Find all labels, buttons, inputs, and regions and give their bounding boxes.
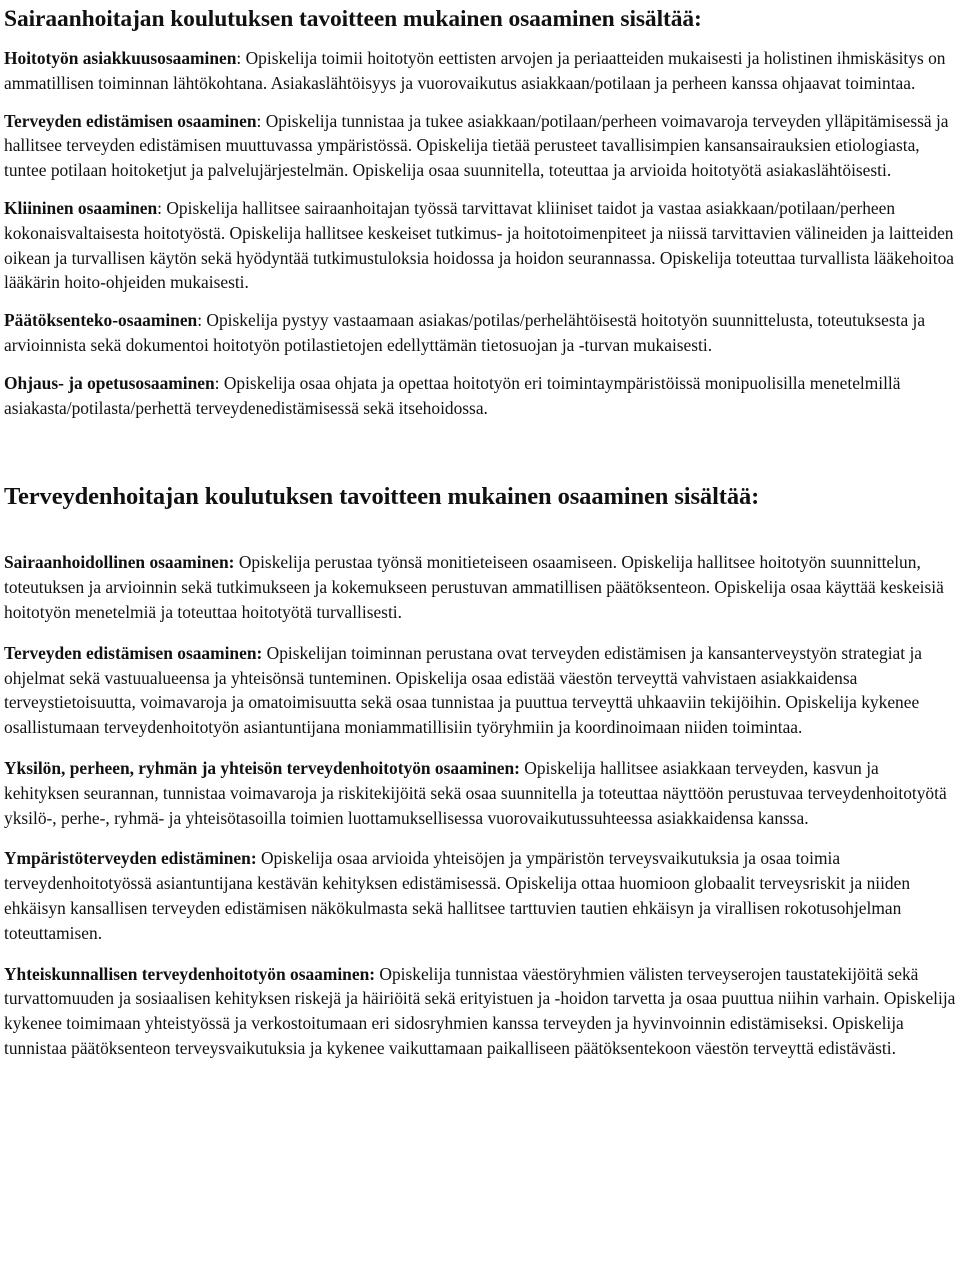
paragraph-label: Ohjaus- ja opetusosaaminen [4,372,215,393]
paragraph-terveyden-edistaminen [4,641,956,740]
section-sairaanhoitaja [4,4,956,420]
paragraph-label: Sairaanhoidollinen osaaminen: [4,552,235,573]
paragraph-ymparistoterveyden-edistaminen [4,846,956,945]
paragraph-text: Opiskelija hallitsee asiakkaan terveyden, kasvun ja kehityksen seurannan, tunnistaa voimavaroja ja riskitekijöitä sekä osaa suunnitella ja toteuttaa näyttöön perustuvaa terveydenhoitotyötä yksilö-, perhe-, ryhmä- ja yhteisötasoilla toimien luottamuksellisessa vuorovaikutussuhteessa asiakkaidensa kanssa. [4,757,947,828]
paragraph-text: Opiskelija tunnistaa ja tukee asiakkaan/potilaan/perheen voimavaroja terveyden ylläpitämisessä ja hallitsee terveyden edistämisen muuttuvassa ympäristössä. Opiskelija tietää perusteet tavallisimpien kansansairauksien etiologiasta, tuntee potilaan hoitoketjut ja palvelujärjestelmän. Opiskelija osaa suunnitella, toteuttaa ja arvioida hoitotyötä asiakaslähtöisesti. [4,110,949,181]
label-separator: : [157,197,167,218]
paragraph-label: Ympäristöterveyden edistäminen: [4,848,257,869]
paragraph-text: Opiskelija toimii hoitotyön eettisten arvojen ja periaatteiden mukaisesti ja holistinen ihmiskäsitys on ammatillisen toiminnan lähtökohtana. Asiakaslähtöisyys ja vuorovaikutus asiakkaan/potilaan ja perheen kanssa ohjaavat toimintaa. [4,48,946,93]
label-separator: : [236,48,246,68]
paragraph-text: Opiskelija perustaa työnsä monitieteiseen osaamiseen. Opiskelija hallitsee hoitotyön suunnittelun, toteutuksen ja arvioinnin sekä tutkimukseen ja kokemukseen perustuvan ammatillisen päätöksenteon. Opiskelija osaa käyttää keskeisiä hoitotyön menetelmiä ja toteuttaa hoitotyötä turvallisesti. [4,552,944,622]
paragraph-yksilon-perheen-ryhman-yhteison [4,756,956,830]
label-separator: : [214,372,224,393]
section-terveydenhoitaja [4,482,956,1060]
paragraph-hoitotyon-asiakkuusosaaminen [4,46,956,96]
label-separator: : [197,310,207,331]
paragraph-text: Opiskelija osaa ohjata ja opettaa hoitotyön eri toimintaympäristöissä monipuolisilla menetelmillä asiakasta/potilasta/perhettä terveydenedistämisessä sekä itsehoidossa. [4,372,901,418]
paragraph-terveyden-edistaminen [4,109,956,183]
paragraph-kliininen-osaaminen [4,196,956,295]
paragraph-label: Terveyden edistämisen osaaminen: [4,642,263,663]
paragraph-label: Hoitotyön asiakkuusosaaminen [4,48,237,68]
paragraph-ohjaus-opetusosaaminen [4,371,956,421]
paragraph-label: Kliininen osaaminen [4,197,158,218]
paragraph-text: Opiskelijan toiminnan perustana ovat terveyden edistämisen ja kansanterveystyön strategiat ja ohjelmat sekä vastuualueensa ja yhteisönsä tunteminen. Opiskelija osaa edistää väestön terveyttä vahvistaen asiakkaidensa terveystietoisuutta, voimavaroja ja omatoimisuutta sekä osaa tunnistaa ja puuttua terveyttä uhkaaviin tekijöihin. Opiskelija kykenee osallistumaan terveydenhoitotyön asiantuntijana moniammatillisiin työryhmiin ja koordinoimaan niiden toimintaa. [4,642,922,738]
label-separator: : [256,110,266,131]
paragraph-label: Terveyden edistämisen osaaminen [4,110,257,131]
paragraph-text: Opiskelija tunnistaa väestöryhmien välisten terveyserojen taustatekijöitä sekä turvattomuuden ja sosiaalisen kehityksen riskejä ja häiriöitä sekä erityistuen ja -hoidon tarvetta ja osaa puuttua niihin varhain. Opiskelija kykenee toimimaan yhteistyössä ja verkostoitumaan eri sidosryhmien kanssa terveyden ja hyvinvoinnin edistämiseksi. Opiskelija tunnistaa päätöksenteon terveysvaikutuksia ja kykenee vaikuttamaan paikalliseen päätöksentekoon väestön terveyttä edistävästi. [4,963,956,1058]
section-heading: Terveydenhoitajan koulutuksen tavoitteen mukainen osaaminen sisältää: [4,483,760,511]
paragraph-text: Opiskelija pystyy vastaamaan asiakas/potilas/perhelähtöisestä hoitotyön suunnittelusta, toteutuksesta ja arvioinnista sekä dokumentoi hoitotyön potilastietojen edellyttämän tietosuojan ja -turvan mukaisesti. [4,310,926,355]
paragraph-yhteiskunnallinen-terveydenhoitotyo [4,962,956,1061]
section-heading: Sairaanhoitajan koulutuksen tavoitteen mukainen osaaminen sisältää: [4,6,702,32]
paragraph-paatoksenteko-osaaminen [4,308,956,358]
paragraph-text: Opiskelija hallitsee sairaanhoitajan työssä tarvittavat kliiniset taidot ja vastaa asiakkaan/potilaan/perheen kokonaisvaltaisesta hoitotyöstä. Opiskelija hallitsee keskeiset tutkimus- ja hoitotoimenpiteet ja niissä tarvittavien välineiden ja laitteiden oikean ja turvallisen käytön sekä hyödyntää tutkimustuloksia hoidossa ja hoidon seurannassa. Opiskelija toteuttaa turvallista lääkehoitoa lääkärin hoito-ohjeiden mukaisesti. [4,197,954,293]
paragraph-sairaanhoidollinen-osaaminen [4,550,956,624]
paragraph-text: Opiskelija osaa arvioida yhteisöjen ja ympäristön terveysvaikutuksia ja osaa toimia terveydenhoitotyössä asiantuntijana kestävän kehityksen edistämisessä. Opiskelija ottaa huomioon globaalit terveysriskit ja niiden ehkäisyn kansallisen terveyden edistämisen näkökulmasta sekä hallitsee tarttuvien tautien ehkäisyn ja virallisen rokotusohjelman toteuttamisen. [4,848,911,943]
paragraph-label: Yksilön, perheen, ryhmän ja yhteisön terveydenhoitotyön osaaminen: [4,757,520,778]
paragraph-label: Päätöksenteko-osaaminen [4,310,198,331]
paragraph-label: Yhteiskunnallisen terveydenhoitotyön osaaminen: [4,963,376,984]
